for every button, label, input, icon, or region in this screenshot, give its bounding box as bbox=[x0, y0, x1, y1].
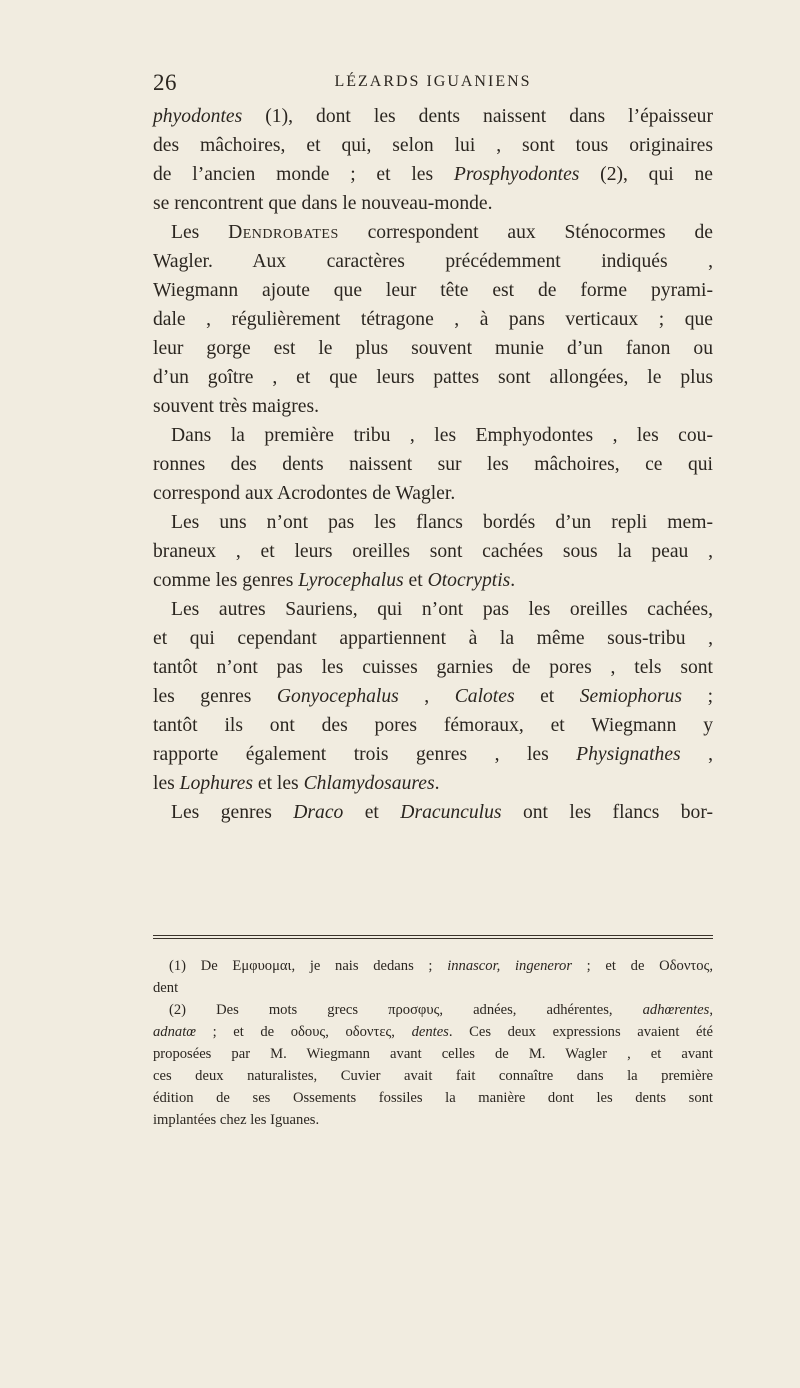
page-number: 26 bbox=[153, 70, 177, 95]
text-line: Les uns n’ont pas les flancs bordés d’un repli mem- bbox=[171, 512, 713, 533]
text-line: comme les genres Lyrocephalus et Otocryptis. bbox=[153, 570, 516, 591]
text-line: Les Dendrobates correspondent aux Sténocormes de bbox=[171, 222, 713, 243]
footnote-line: (1) De Εμφυομαι, je nais dedans ; innascor, ingeneror ; et de Οδοντος, bbox=[169, 958, 714, 974]
footnote-line: implantées chez les Iguanes. bbox=[153, 1112, 320, 1128]
text-line: correspond aux Acrodontes de Wagler. bbox=[153, 483, 456, 504]
text-line: Wiegmann ajoute que leur tête est de forme pyrami- bbox=[153, 280, 713, 301]
text-line: des mâchoires, et qui, selon lui , sont tous originaires bbox=[153, 135, 713, 156]
footnote-divider-thin bbox=[153, 938, 713, 939]
body-text bbox=[153, 102, 713, 827]
footnote-line: édition de ses Ossements fossiles la manière dont les dents sont bbox=[153, 1090, 713, 1106]
text-line: de l’ancien monde ; et les Prosphyodontes (2), qui ne bbox=[153, 164, 713, 185]
text-line: souvent très maigres. bbox=[153, 396, 319, 417]
text-line: phyodontes (1), dont les dents naissent dans l’épaisseur bbox=[153, 106, 713, 127]
text-line: d’un goître , et que leurs pattes sont allongées, le plus bbox=[153, 367, 713, 388]
text-line: Wagler. Aux caractères précédemment indiqués , bbox=[153, 251, 713, 272]
text-line: tantôt n’ont pas les cuisses garnies de pores , tels sont bbox=[153, 657, 713, 678]
text-line: les Lophures et les Chlamydosaures. bbox=[153, 773, 440, 794]
text-line: se rencontrent que dans le nouveau-monde. bbox=[153, 193, 493, 214]
running-title: LÉZARDS IGUANIENS bbox=[334, 73, 532, 90]
text-line: leur gorge est le plus souvent munie d’un fanon ou bbox=[153, 338, 713, 359]
footnote-line: dent bbox=[153, 980, 179, 996]
page-header bbox=[153, 70, 713, 94]
footnotes bbox=[153, 955, 713, 1131]
footnote-line: ces deux naturalistes, Cuvier avait fait connaître dans la première bbox=[153, 1068, 713, 1084]
footnote-line: proposées par M. Wiegmann avant celles de M. Wagler , et avant bbox=[153, 1046, 713, 1062]
text-line: et qui cependant appartiennent à la même sous-tribu , bbox=[153, 628, 713, 649]
text-line: dale , régulièrement tétragone , à pans verticaux ; que bbox=[153, 309, 713, 330]
text-line: ronnes des dents naissent sur les mâchoires, ce qui bbox=[153, 454, 713, 475]
footnote-line: (2) Des mots grecs προσφυς, adnées, adhérentes, adhœrentes, bbox=[169, 1002, 713, 1018]
footnote-line: adnatœ ; et de οδους, οδοντες, dentes. Ces deux expressions avaient été bbox=[153, 1024, 713, 1040]
text-line: Dans la première tribu , les Emphyodontes , les cou- bbox=[171, 425, 713, 446]
footnote-divider bbox=[153, 935, 713, 936]
text-line: les genres Gonyocephalus , Calotes et Semiophorus ; bbox=[153, 686, 714, 707]
text-line: braneux , et leurs oreilles sont cachées sous la peau , bbox=[153, 541, 713, 562]
text-line: Les genres Draco et Dracunculus ont les flancs bor- bbox=[171, 802, 714, 823]
text-line: Les autres Sauriens, qui n’ont pas les oreilles cachées, bbox=[171, 599, 713, 620]
text-line: tantôt ils ont des pores fémoraux, et Wiegmann y bbox=[153, 715, 713, 736]
text-line: rapporte également trois genres , les Physignathes , bbox=[153, 744, 714, 765]
